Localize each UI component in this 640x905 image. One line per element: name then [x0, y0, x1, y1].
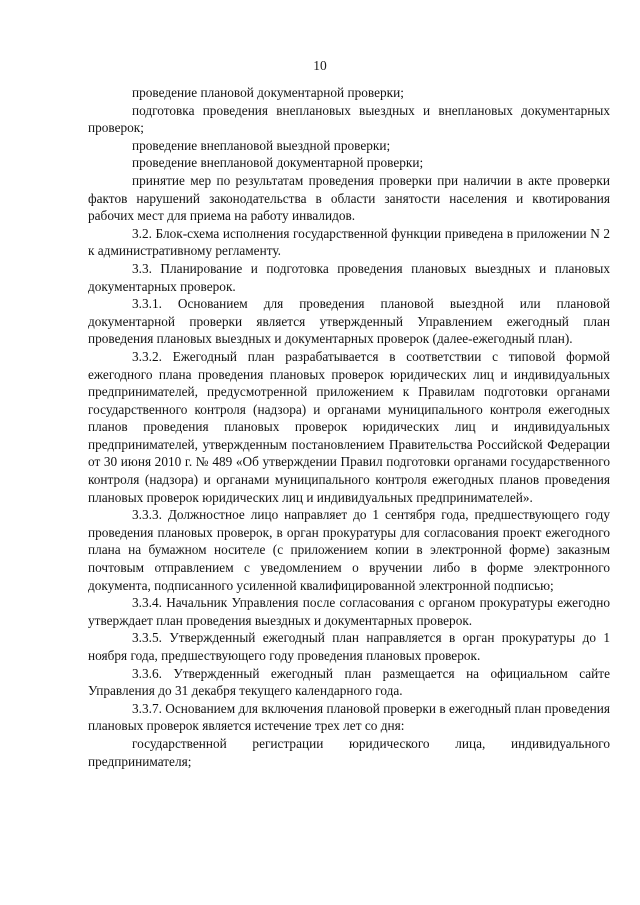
paragraph: 3.3.1. Основанием для проведения плановой выездной или плановой документарной проверки является утвержденный Управлением ежегодный план проведения плановых выездных и документарных проверок (далее-ежегодный план). [88, 296, 610, 347]
paragraph: подготовка проведения внеплановых выездных и внеплановых документарных проверок; [88, 102, 610, 136]
paragraph: 3.3. Планирование и подготовка проведения плановых выездных и плановых документарных проверок. [88, 260, 610, 294]
paragraph: 3.3.3. Должностное лицо направляет до 1 сентября года, предшествующего году проведения плановых проверок, в орган прокуратуры для согласования проект ежегодного плана на бумажном носителе (с приложением копии в электронной форме) заказным почтовым отправлением с уведомлением о вручении либо в форме электронного документа, подписанного усиленной квалифицированной электронной подписью; [88, 507, 610, 593]
paragraph: проведение внеплановой документарной проверки; [132, 155, 424, 171]
document-body [88, 84, 610, 770]
paragraph: 3.2. Блок-схема исполнения государственной функции приведена в приложении N 2 к административному регламенту. [88, 225, 610, 259]
paragraph: 3.3.5. Утвержденный ежегодный план направляется в орган прокуратуры до 1 ноября года, предшествующего году проведения плановых проверок. [88, 630, 610, 663]
paragraph: 3.3.4. Начальник Управления после согласования с органом прокуратуры ежегодно утверждает план проведения выездных и документарных проверок. [88, 595, 610, 628]
page-number: 10 [313, 58, 327, 73]
paragraph: 3.3.2. Ежегодный план разрабатывается в соответствии с типовой формой ежегодного плана проведения плановых проверок юридических лиц и индивидуальных предпринимателей, предусмотренной приложением к Правилам подготовки органами государственного контроля (надзора) и органами муниципального контроля ежегодных планов проведения плановых проверок юридических лиц и индивидуальных предпринимателей, утвержденным постановлением Правительства Российской Федерации от 30 июня 2010 г. № 489 «Об утверждении Правил подготовки органами государственного контроля (надзора) и органами муниципального контроля ежегодных планов проведения плановых проверок юридических лиц и индивидуальных предпринимателей». [88, 348, 610, 505]
paragraph: принятие мер по результатам проведения проверки при наличии в акте проверки фактов нарушений законодательства в области занятости населения и квотирования рабочих мест для приема на работу инвалидов. [88, 172, 610, 224]
paragraph: проведение плановой документарной проверки; [132, 85, 404, 100]
paragraph: 3.3.6. Утвержденный ежегодный план размещается на официальном сайте Управления до 31 декабря текущего календарного года. [88, 665, 610, 699]
paragraph: 3.3.7. Основанием для включения плановой проверки в ежегодный план проведения плановых проверок является истечение трех лет со дня: [88, 700, 610, 734]
paragraph: государственной регистрации юридического лица, индивидуального предпринимателя; [88, 735, 610, 769]
paragraph: проведение внеплановой выездной проверки; [132, 137, 391, 153]
